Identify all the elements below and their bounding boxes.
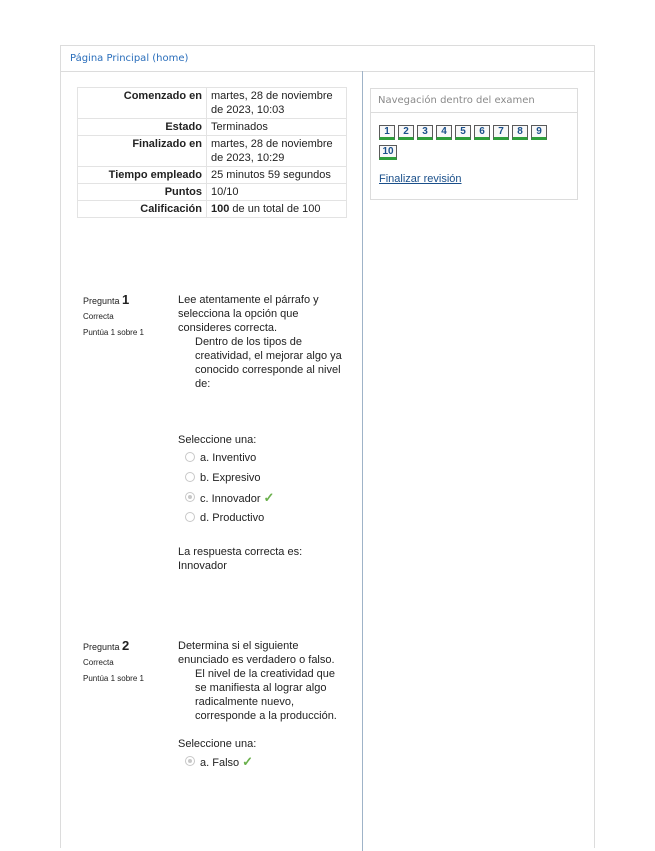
question-prefix: Pregunta bbox=[83, 642, 120, 652]
right-answer-feedback: La respuesta correcta es: Innovador bbox=[178, 546, 303, 572]
summary-value: 25 minutos 59 segundos bbox=[207, 167, 347, 184]
summary-value: 10/10 bbox=[207, 184, 347, 201]
question-nav-button-9[interactable]: 9 bbox=[531, 125, 547, 140]
question-info bbox=[83, 639, 168, 685]
quiz-navigation-block bbox=[370, 88, 578, 200]
answer-option[interactable] bbox=[178, 755, 348, 775]
question-number-value: 1 bbox=[122, 292, 130, 307]
answer-option-label: b. Expresivo bbox=[200, 472, 261, 484]
question-nav-button-6[interactable]: 6 bbox=[474, 125, 490, 140]
radio-icon[interactable] bbox=[185, 452, 195, 462]
summary-value: Terminados bbox=[207, 119, 347, 136]
question-number bbox=[83, 293, 168, 308]
quiz-navigation-title: Navegación dentro del examen bbox=[371, 89, 577, 113]
summary-row bbox=[78, 184, 347, 201]
answer-option[interactable] bbox=[178, 511, 348, 531]
page-frame bbox=[60, 45, 595, 848]
grade-total: de un total de 100 bbox=[229, 203, 321, 215]
question-prefix: Pregunta bbox=[83, 296, 120, 306]
answer-option[interactable] bbox=[178, 471, 348, 491]
question-intro: Lee atentamente el párrafo y selecciona la opción que consideres correcta. bbox=[178, 294, 319, 334]
question-stem: Dentro de los tipos de creatividad, el mejorar algo ya conocido corresponde al nivel de: bbox=[195, 336, 342, 390]
question-content bbox=[178, 293, 348, 573]
breadcrumb bbox=[61, 46, 594, 72]
answer-prompt: Seleccione una: bbox=[178, 738, 257, 750]
quiz-navigation-buttons bbox=[379, 125, 579, 165]
answer-option[interactable] bbox=[178, 451, 348, 471]
question-nav-button-5[interactable]: 5 bbox=[455, 125, 471, 140]
summary-row bbox=[78, 136, 347, 167]
answer-option-label: a. Inventivo bbox=[200, 452, 257, 464]
question-nav-button-10[interactable]: 10 bbox=[379, 145, 397, 160]
summary-label: Tiempo empleado bbox=[78, 167, 207, 184]
radio-icon[interactable] bbox=[185, 756, 195, 766]
answer-prompt: Seleccione una: bbox=[178, 434, 257, 446]
question-state: Correcta bbox=[83, 312, 114, 321]
answer-option-label: d. Productivo bbox=[200, 512, 265, 524]
radio-icon[interactable] bbox=[185, 472, 195, 482]
answer-option-label: c. Innovador bbox=[200, 493, 261, 505]
summary-label: Puntos bbox=[78, 184, 207, 201]
question-nav-button-7[interactable]: 7 bbox=[493, 125, 509, 140]
column-divider bbox=[362, 71, 363, 851]
question-nav-button-4[interactable]: 4 bbox=[436, 125, 452, 140]
summary-row bbox=[78, 88, 347, 119]
question-stem: El nivel de la creatividad que se manifiesta al lograr algo radicalmente nuevo, corresponde a la producción. bbox=[195, 668, 337, 722]
summary-label: Estado bbox=[78, 119, 207, 136]
question-number bbox=[83, 639, 168, 654]
attempt-summary-table bbox=[77, 87, 347, 218]
question-intro: Determina si el siguiente enunciado es verdadero o falso. bbox=[178, 640, 335, 666]
finish-review-link[interactable]: Finalizar revisión bbox=[379, 173, 462, 185]
question-info bbox=[83, 293, 168, 339]
summary-label: Calificación bbox=[78, 201, 207, 218]
question-grade: Puntúa 1 sobre 1 bbox=[83, 674, 144, 683]
answer-option-label: a. Falso bbox=[200, 757, 240, 769]
question-nav-button-8[interactable]: 8 bbox=[512, 125, 528, 140]
summary-row bbox=[78, 119, 347, 136]
check-icon: ✓ bbox=[263, 490, 275, 505]
breadcrumb-home-link[interactable]: Página Principal (home) bbox=[70, 53, 189, 64]
answer-option[interactable] bbox=[178, 491, 348, 511]
check-icon: ✓ bbox=[242, 754, 254, 769]
summary-value: martes, 28 de noviembre de 2023, 10:03 bbox=[207, 88, 347, 119]
question-content bbox=[178, 639, 348, 775]
radio-icon[interactable] bbox=[185, 512, 195, 522]
summary-row bbox=[78, 167, 347, 184]
summary-label: Finalizado en bbox=[78, 136, 207, 167]
question-grade: Puntúa 1 sobre 1 bbox=[83, 328, 144, 337]
summary-label: Comenzado en bbox=[78, 88, 207, 119]
question-nav-button-3[interactable]: 3 bbox=[417, 125, 433, 140]
question-nav-button-2[interactable]: 2 bbox=[398, 125, 414, 140]
radio-icon[interactable] bbox=[185, 492, 195, 502]
question-number-value: 2 bbox=[122, 638, 130, 653]
summary-row bbox=[78, 201, 347, 218]
question-state: Correcta bbox=[83, 658, 114, 667]
summary-value: martes, 28 de noviembre de 2023, 10:29 bbox=[207, 136, 347, 167]
question-nav-button-1[interactable]: 1 bbox=[379, 125, 395, 140]
summary-value bbox=[207, 201, 347, 218]
grade-value: 100 bbox=[211, 203, 230, 215]
